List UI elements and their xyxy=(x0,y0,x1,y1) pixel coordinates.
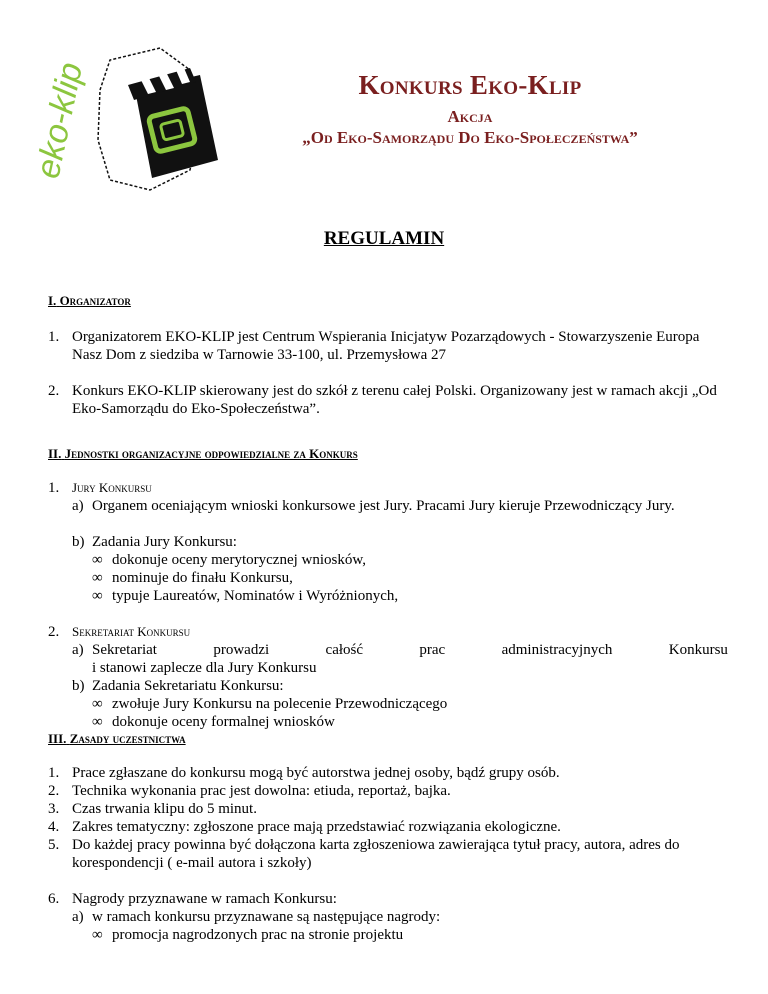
sub-item: b) Zadania Sekretariatu Konkursu: ∞ zwołuje Jury Konkursu na polecenie Przewodniczącego ∞ dokonuje oceny formalnej wniosków xyxy=(72,677,728,731)
sub-item: a) w ramach konkursu przyznawane są następujące nagrody: ∞ promocja nagrodzonych prac na stronie projektu xyxy=(72,908,728,944)
header xyxy=(250,70,690,148)
eko-klip-logo xyxy=(28,30,230,200)
section-heading: III. Zasady uczestnictwa xyxy=(48,731,186,746)
section-heading: II. Jednostki organizacyjne odpowiedzialne za Konkurs xyxy=(48,446,358,461)
sub-item: a) Sekretariat prowadzi całość prac administracyjnych Konkursu i stanowi zaplecze dla Jury Konkursu xyxy=(72,642,728,676)
section-organizer xyxy=(48,292,728,418)
bullet-item: ∞ dokonuje oceny formalnej wniosków xyxy=(92,714,335,730)
subsection-heading: Jury Konkursu xyxy=(72,480,152,495)
bullet-item: ∞ typuje Laureatów, Nominatów i Wyróżnionych, xyxy=(92,588,399,604)
section-units xyxy=(48,445,728,731)
sub-item: a) Organem oceniającym wnioski konkursowe jest Jury. Pracami Jury kieruje Przewodniczący Jury. xyxy=(72,498,675,514)
clapperboard-icon xyxy=(98,48,218,190)
list-item: 1. Organizatorem EKO-KLIP jest Centrum Wspierania Inicjatyw Pozarządowych - Stowarzyszenie Europa Nasz Dom z siedziba w Tarnowie 33-100, ul. Przemysłowa 27 xyxy=(48,329,700,363)
list-item: 2. Technika wykonania prac jest dowolna: etiuda, reportaż, bajka. xyxy=(48,783,451,799)
subsection-heading: Sekretariat Konkursu xyxy=(72,624,191,639)
list-item-prizes: 6. Nagrody przyznawane w ramach Konkursu: a) w ramach konkursu przyznawane są następujące nagrody: ∞ promocja nagrodzonych prac na stronie projektu xyxy=(48,890,728,944)
sub-item: b) Zadania Jury Konkursu: ∞ dokonuje oceny merytorycznej wniosków, ∞ nominuje do finału Konkursu, ∞ typuje Laureatów, Nominatów i Wyróżnionych, xyxy=(72,533,728,605)
list-item: 2. Konkurs EKO-KLIP skierowany jest do szkół z terenu całej Polski. Organizowany jest w ramach akcji „Od Eko-Samorządu do Eko-Społeczeństwa”. xyxy=(48,383,717,417)
list-item: 1. Prace zgłaszane do konkursu mogą być autorstwa jednej osoby, bądź grupy osób. xyxy=(48,765,560,781)
list-item-secretariat: 2. Sekretariat Konkursu a) Sekretariat prowadzi całość prac administracyjnych Konkursu i stanowi zaplecze dla Jury Konkursu b) Zadania Sekretariatu Konkursu: ∞ zwołuje Jury Konkursu na polecenie Przewodniczącego ∞ dokonuje oceny formalnej wniosków xyxy=(48,624,728,730)
bullet-item: ∞ zwołuje Jury Konkursu na polecenie Przewodniczącego xyxy=(92,696,448,712)
section-heading: I. Organizator xyxy=(48,293,131,308)
list-item: 3. Czas trwania klipu do 5 minut. xyxy=(48,801,257,817)
bullet-item: ∞ nominuje do finału Konkursu, xyxy=(92,570,293,586)
section-rules xyxy=(48,730,728,944)
logo-text: eko-klip xyxy=(28,59,91,182)
list-item-jury: 1. Jury Konkursu a) Organem oceniającym wnioski konkursowe jest Jury. Pracami Jury kieruje Przewodniczący Jury. b) Zadania Jury Konkursu: ∞ dokonuje oceny merytorycznej wniosków, ∞ nominuje do finału Konkursu, ∞ typuje Laureatów, Nominatów i Wyróżnionych, xyxy=(48,479,728,605)
bullet-item: ∞ promocja nagrodzonych prac na stronie projektu xyxy=(92,927,404,943)
contest-title: Konkurs Eko-Klip xyxy=(358,70,582,100)
list-item: 5. Do każdej pracy powinna być dołączona karta zgłoszeniowa zawierająca tytuł pracy, autora, adres do korespondencji ( e-mail autora i szkoły) xyxy=(48,837,680,871)
bullet-item: ∞ dokonuje oceny merytorycznej wniosków, xyxy=(92,552,366,568)
document-title: REGULAMIN xyxy=(323,228,445,249)
action-label: Akcja xyxy=(447,107,493,126)
list-item: 4. Zakres tematyczny: zgłoszone prace mają przedstawiać rozwiązania ekologiczne. xyxy=(48,819,561,835)
action-title: „Od Eko-Samorządu Do Eko-Społeczeństwa” xyxy=(302,128,638,147)
